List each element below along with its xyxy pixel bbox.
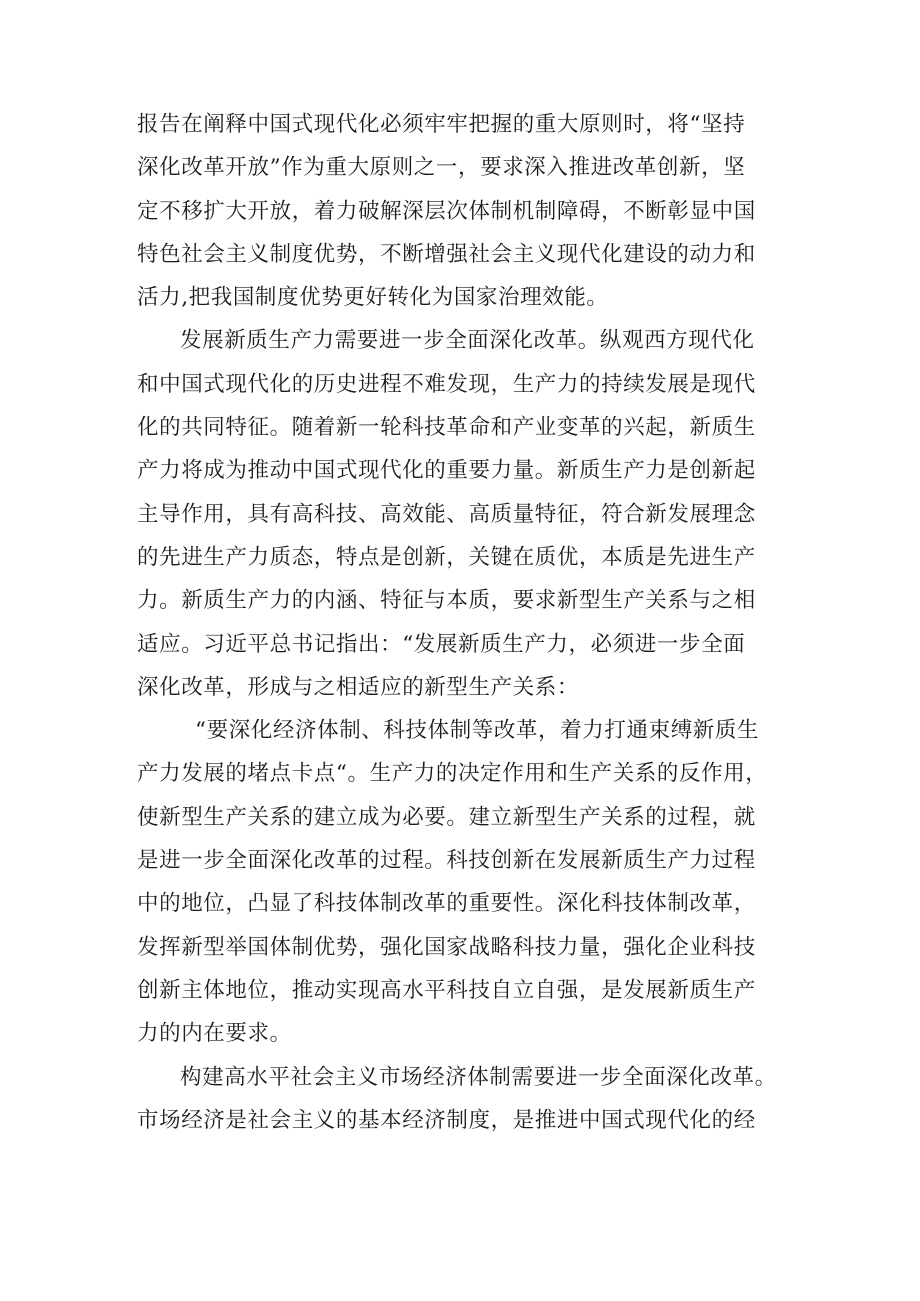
text-line: 深化改革，形成与之相适应的新型生产关系： (137, 674, 580, 700)
text-line: 深化改革开放”作为重大原则之一，要求深入推进改革创新，坚 (137, 155, 746, 181)
text-line: 使新型生产关系的建立成为必要。建立新型生产关系的过程，就 (137, 804, 756, 830)
text-line: 发挥新型举国体制优势，强化国家战略科技力量，强化企业科技 (137, 934, 756, 960)
document-body (137, 103, 813, 1142)
text-line: 适应。习近平总书记指出：“发展新质生产力，必须进一步全面 (137, 631, 746, 657)
text-line: 产力将成为推动中国式现代化的重要力量。新质生产力是创新起 (137, 458, 756, 484)
text-line: 市场经济是社会主义的基本经济制度，是推进中国式现代化的经 (137, 1107, 756, 1133)
text-line: 产力发展的堵点卡点“。生产力的决定作用和生产关系的反作用， (137, 761, 768, 787)
text-line: 中的地位，凸显了科技体制改革的重要性。深化科技体制改革， (137, 891, 756, 917)
text-line: 和中国式现代化的历史进程不难发现，生产力的持续发展是现代 (137, 371, 756, 397)
paragraph-3 (137, 709, 813, 1055)
text-line: 发展新质生产力需要进一步全面深化改革。纵观西方现代化 (180, 328, 755, 354)
text-line: 报告在阐释中国式现代化必须牢牢把握的重大原则时，将“坚持 (137, 112, 746, 137)
text-line: 活力,把我国制度优势更好转化为国家治理效能。 (137, 285, 609, 311)
text-line: 创新主体地位，推动实现高水平科技自立自强，是发展新质生产 (137, 977, 756, 1003)
text-line: 力。新质生产力的内涵、特征与本质，要求新型生产关系与之相 (137, 588, 756, 614)
paragraph-1 (137, 103, 813, 319)
text-line: 特色社会主义制度优势，不断增强社会主义现代化建设的动力和 (137, 241, 756, 267)
text-line: 是进一步全面深化改革的过程。科技创新在发展新质生产力过程 (137, 848, 756, 874)
text-line: “要深化经济体制、科技体制等改革，着力打通束缚新质生 (195, 718, 760, 744)
text-line: 构建高水平社会主义市场经济体制需要进一步全面深化改革。 (180, 1064, 777, 1090)
text-line: 主导作用，具有高科技、高效能、高质量特征，符合新发展理念 (137, 501, 756, 527)
paragraph-4 (137, 1056, 813, 1143)
paragraph-2 (137, 319, 813, 709)
text-line: 定不移扩大开放，着力破解深层次体制机制障碍，不断彰显中国 (137, 198, 756, 224)
text-line: 力的内在要求。 (137, 1021, 292, 1047)
text-line: 的先进生产力质态，特点是创新，关键在质优，本质是先进生产 (137, 544, 756, 570)
text-line: 化的共同特征。随着新一轮科技革命和产业变革的兴起，新质生 (137, 415, 756, 441)
